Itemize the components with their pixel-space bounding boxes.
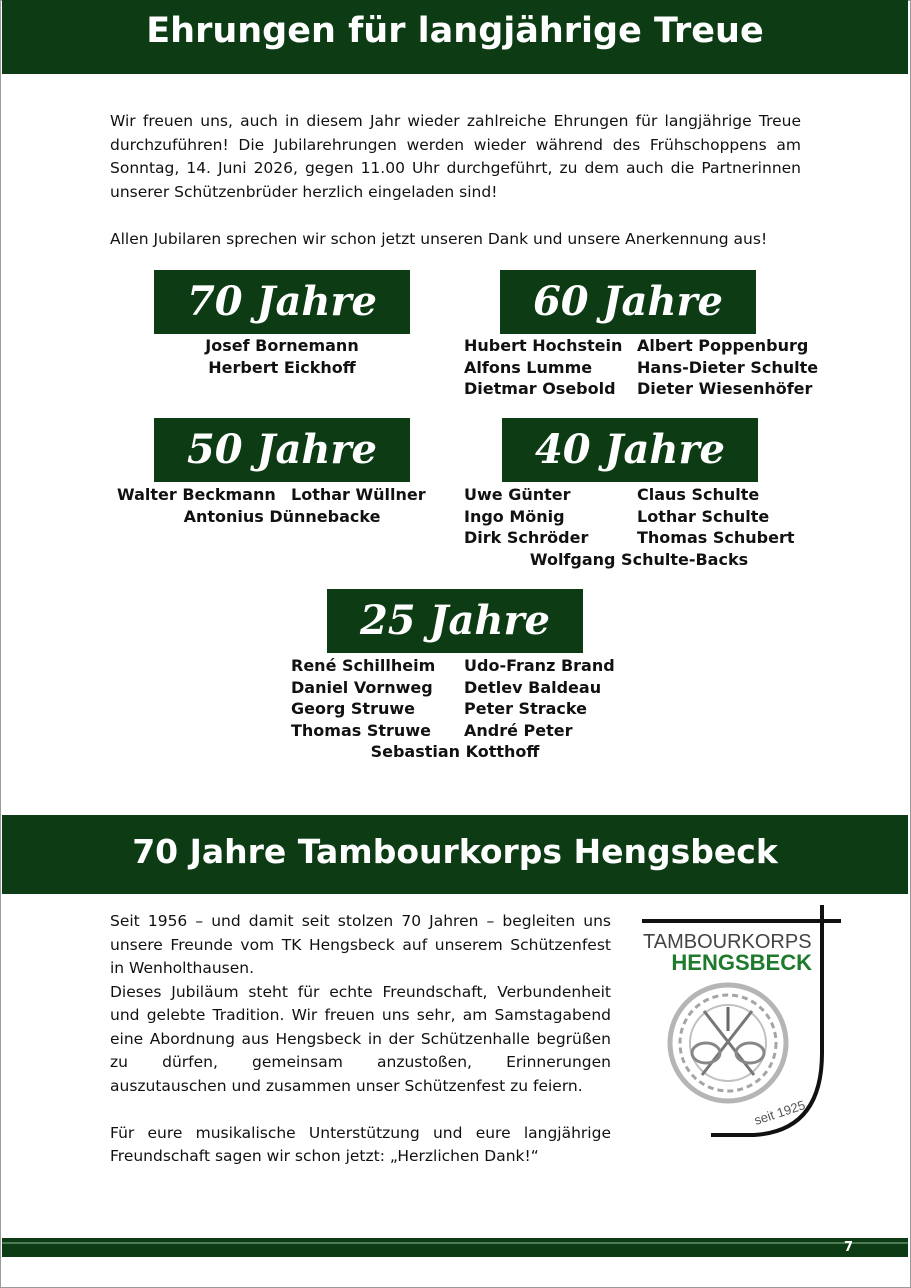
tk-paragraph-2: Dieses Jubiläum steht für echte Freundschaft, Verbundenheit und gelebte Tradition. Wir freuen uns sehr, am Samstagabend eine Abordnung aus Hengsbeck in der Schützenhalle begrüßen zu dürfen, gemeinsam anzustoßen, Erinnerungen auszutauschen und zusammen unser Schützenfest zu feiern. [110, 982, 611, 1095]
name-item: Alfons Lumme [464, 357, 593, 377]
name-item: Dietmar Osebold [464, 379, 616, 398]
name-item: Hubert Hochstein [464, 336, 623, 355]
tk-paragraph-1: Seit 1956 – und damit seit stolzen 70 Jahren – begleiten uns unsere Freunde vom TK Hengsbeck auf unserem Schützenfest in Wenholthausen. [110, 912, 611, 977]
name-item: Lothar Schulte [637, 506, 770, 526]
name-item: André Peter [464, 720, 573, 740]
name-item: Herbert Eickhoff [208, 357, 356, 377]
name-item: Georg Struwe [291, 699, 415, 718]
name-item: Hans-Dieter Schulte [637, 357, 819, 377]
name-item: Sebastian Kotthoff [370, 742, 540, 761]
jubilee-60-col1 [464, 335, 622, 400]
jubilee-25-last [290, 741, 620, 763]
jubilee-50-heading: 50 Jahre [154, 418, 410, 482]
name-item: Antonius Dünnebacke [183, 506, 381, 526]
intro-paragraph [110, 110, 801, 251]
name-item: Lothar Wüllner [291, 485, 426, 504]
jubilee-40-col2 [637, 484, 795, 549]
name-item: Daniel Vornweg [291, 677, 433, 697]
jubilee-50-col2 [291, 484, 426, 506]
name-item: Walter Beckmann [117, 485, 276, 504]
tambourkorps-logo [636, 903, 846, 1138]
section-title-honors: Ehrungen für langjährige Treue [2, 0, 908, 74]
name-item: Wolfgang Schulte-Backs [529, 549, 749, 569]
name-item: René Schillheim [291, 656, 436, 675]
name-item: Peter Stracke [464, 699, 587, 718]
jubilee-25-col1 [291, 655, 435, 741]
jubilee-50-last [117, 506, 447, 528]
jubilee-60-col2 [637, 335, 818, 400]
jubilee-40-col1 [464, 484, 588, 549]
footer-line [2, 1242, 908, 1244]
tambourkorps-text [110, 910, 611, 1169]
jubilee-70-heading: 70 Jahre [154, 270, 410, 334]
page-number: 7 [843, 1240, 853, 1255]
jubilee-60-heading: 60 Jahre [500, 270, 756, 334]
tk-paragraph-3: Für eure musikalische Unterstützung und eure langjährige Freundschaft sagen wir schon jetzt: „Herzlichen Dank!“ [110, 1123, 611, 1165]
name-item: Dieter Wiesenhöfer [637, 379, 813, 398]
jubilee-25-col2 [464, 655, 615, 741]
name-item: Udo-Franz Brand [464, 656, 615, 675]
name-item: Ingo Mönig [464, 506, 565, 526]
name-item: Albert Poppenburg [637, 336, 809, 355]
name-item: Detlev Baldeau [464, 677, 602, 697]
jubilee-40-last [464, 549, 814, 571]
name-item: Claus Schulte [637, 485, 760, 504]
intro-text: Wir freuen uns, auch in diesem Jahr wieder zahlreiche Ehrungen für langjährige Treue durchzuführen! Die Jubilarehrungen werden wieder während des Frühschoppens am Sonntag, 14. Juni 2026, gegen 11.00 Uhr durchgeführt, zu dem auch die Partnerinnen unserer Schützenbrüder herzlich eingeladen sind! [110, 112, 801, 201]
drum-sticks-icon [692, 1007, 764, 1075]
name-item: Thomas Schubert [637, 528, 795, 547]
logo-line1: TAMBOURKORPS [643, 931, 812, 953]
logo-since: seit 1925 [752, 1097, 808, 1128]
jubilee-25-heading: 25 Jahre [327, 589, 583, 653]
name-item: Uwe Günter [464, 485, 571, 504]
name-item: Josef Bornemann [205, 336, 359, 355]
thanks-text: Allen Jubilaren sprechen wir schon jetzt unseren Dank und unsere Anerkennung aus! [110, 229, 768, 248]
name-item: Dirk Schröder [464, 528, 589, 547]
jubilee-40-heading: 40 Jahre [502, 418, 758, 482]
name-item: Thomas Struwe [291, 720, 431, 740]
footer-bar [2, 1238, 908, 1257]
jubilee-70-names [154, 335, 410, 378]
section-title-tambourkorps: 70 Jahre Tambourkorps Hengsbeck [2, 815, 908, 894]
jubilee-50-col1 [117, 484, 276, 506]
logo-line2: HENGSBECK [671, 950, 812, 975]
